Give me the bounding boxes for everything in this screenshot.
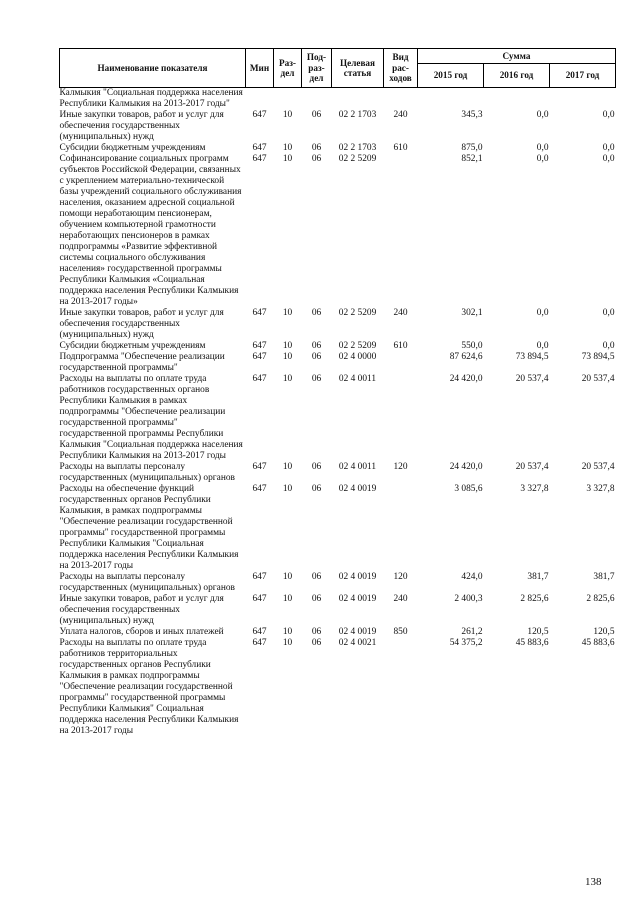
- header-2017: 2017 год: [550, 64, 616, 88]
- cell-min: 647: [252, 374, 267, 384]
- table-row: [60, 352, 616, 374]
- cell-razdel: 10: [282, 154, 293, 164]
- cell-razdel: 10: [282, 572, 293, 582]
- table-row: [60, 341, 616, 352]
- cell-2016: 3 327,8: [520, 484, 549, 494]
- cell-razdel: [274, 88, 302, 111]
- document-page: [59, 48, 615, 737]
- cell-2017: 0,0: [602, 154, 615, 164]
- cell-2015: 2 400,3: [454, 594, 483, 604]
- cell-vid: 240: [393, 308, 408, 318]
- cell-vid: [384, 374, 418, 462]
- cell-statya: 02 2 5209: [338, 308, 377, 318]
- cell-podrazdel: 06: [311, 352, 322, 362]
- cell-min: 647: [252, 110, 267, 120]
- cell-2016: 0,0: [536, 143, 549, 153]
- cell-razdel: 10: [282, 462, 293, 472]
- cell-vid: 240: [393, 594, 408, 604]
- header-statya: Целевая статья: [332, 49, 384, 88]
- cell-podrazdel: 06: [311, 627, 322, 637]
- cell-vid: [384, 88, 418, 111]
- table-row: [60, 154, 616, 308]
- table-row: [60, 110, 616, 143]
- cell-min: [246, 88, 274, 111]
- cell-2015: 87 624,6: [449, 352, 483, 362]
- cell-razdel: 10: [282, 638, 293, 648]
- cell-2017: 2 825,6: [586, 594, 615, 604]
- cell-statya: 02 4 0000: [338, 352, 377, 362]
- cell-statya: 02 4 0019: [338, 484, 377, 494]
- cell-2015: 24 420,0: [449, 462, 483, 472]
- cell-statya: 02 2 5209: [338, 154, 377, 164]
- cell-min: 647: [252, 594, 267, 604]
- cell-2016: 20 537,4: [515, 462, 549, 472]
- cell-2015: 345,3: [461, 110, 483, 120]
- cell-name: Расходы на выплаты по оплате труда работников территориальных государственных органов Республики Калмыкия в рамках подпрограммы "Обеспечение реализации государственной программы" государственной программы Республики Калмыкия" Социальная поддержка населения Республики Калмыкия на 2013-2017 годы: [59, 638, 239, 736]
- cell-name: Расходы на выплаты по оплате труда работников государственных органов Республики Калмыкия в рамках подпрограммы "Обеспечение реализации государственной программы" государственной программы Республики Калмыкия "Социальная поддержка населения Республики Калмыкия на 2013-2017 годы: [59, 374, 243, 461]
- cell-2015: 261,2: [461, 627, 483, 637]
- cell-podrazdel: 06: [311, 308, 322, 318]
- table-body: [60, 88, 616, 738]
- cell-min: 647: [252, 484, 267, 494]
- cell-podrazdel: 06: [311, 638, 322, 648]
- cell-statya: 02 2 1703: [338, 143, 377, 153]
- cell-min: 647: [252, 572, 267, 582]
- cell-podrazdel: 06: [311, 154, 322, 164]
- cell-name: Калмыкия "Социальная поддержка населения Республики Калмыкия на 2013-2017 годы": [59, 88, 243, 109]
- cell-statya: 02 4 0019: [338, 594, 377, 604]
- cell-podrazdel: 06: [311, 341, 322, 351]
- cell-2017: 45 883,6: [581, 638, 615, 648]
- cell-name: Расходы на выплаты персоналу государственных (муниципальных) органов: [59, 462, 235, 483]
- cell-vid: [384, 352, 418, 374]
- table-row: [60, 308, 616, 341]
- cell-razdel: 10: [282, 352, 293, 362]
- cell-min: 647: [252, 352, 267, 362]
- page-number: 138: [585, 876, 602, 888]
- header-2015: 2015 год: [418, 64, 484, 88]
- cell-2015: 852,1: [461, 154, 483, 164]
- cell-min: 647: [252, 462, 267, 472]
- cell-2016: 73 894,5: [515, 352, 549, 362]
- cell-2016: 2 825,6: [520, 594, 549, 604]
- cell-razdel: 10: [282, 374, 293, 384]
- cell-2015: 54 375,2: [449, 638, 483, 648]
- cell-statya: 02 4 0019: [338, 572, 377, 582]
- cell-vid: 610: [393, 341, 408, 351]
- cell-2017: 0,0: [602, 110, 615, 120]
- cell-podrazdel: 06: [311, 462, 322, 472]
- cell-statya: 02 4 0011: [338, 462, 377, 472]
- cell-razdel: 10: [282, 484, 293, 494]
- cell-statya: 02 4 0019: [338, 627, 377, 637]
- cell-name: Субсидии бюджетным учреждениям: [59, 341, 206, 351]
- cell-2015: 550,0: [461, 341, 483, 351]
- table-row: [60, 627, 616, 638]
- cell-podrazdel: 06: [311, 484, 322, 494]
- budget-table: [59, 48, 616, 737]
- cell-2016: 0,0: [536, 154, 549, 164]
- cell-2017: 120,5: [593, 627, 615, 637]
- cell-2017: 0,0: [602, 143, 615, 153]
- cell-min: 647: [252, 341, 267, 351]
- cell-razdel: 10: [282, 341, 293, 351]
- cell-2017: 3 327,8: [586, 484, 615, 494]
- cell-vid: [384, 484, 418, 572]
- cell-2015: 24 420,0: [449, 374, 483, 384]
- cell-statya: [332, 88, 384, 111]
- cell-razdel: 10: [282, 594, 293, 604]
- cell-2016: [484, 88, 550, 111]
- cell-podrazdel: 06: [311, 374, 322, 384]
- cell-podrazdel: 06: [311, 110, 322, 120]
- cell-name: Софинансирование социальных программ субъектов Российской Федерации, связанных с укреплением материально-технической базы учреждений социального обслуживания населения, оказанием адресной социальной помощи неработающим пенсионерам, обучением компьютерной грамотности неработающих пенсионеров в рамках подпрограммы «Развитие эффективной системы социального обслуживания населения» государственной программы Республики Калмыкия «Социальная поддержка населения Республики Калмыкия на 2013-2017 годы»: [59, 154, 242, 307]
- table-row: [60, 143, 616, 154]
- header-summa: Сумма: [418, 49, 616, 64]
- table-row: [60, 88, 616, 111]
- cell-2016: 120,5: [527, 627, 549, 637]
- cell-2015: 3 085,6: [454, 484, 483, 494]
- cell-2015: [418, 88, 484, 111]
- cell-2017: 0,0: [602, 341, 615, 351]
- cell-statya: 02 2 1703: [338, 110, 377, 120]
- table-header: [60, 49, 616, 88]
- cell-razdel: 10: [282, 627, 293, 637]
- table-row: [60, 484, 616, 572]
- cell-name: Субсидии бюджетным учреждениям: [59, 143, 206, 153]
- table-row: [60, 638, 616, 737]
- cell-min: 647: [252, 143, 267, 153]
- cell-2017: [550, 88, 616, 111]
- cell-podrazdel: 06: [311, 572, 322, 582]
- cell-2016: 0,0: [536, 110, 549, 120]
- cell-2017: 73 894,5: [581, 352, 615, 362]
- table-row: [60, 594, 616, 627]
- cell-2016: 0,0: [536, 341, 549, 351]
- cell-name: Расходы на обеспечение функций государственных органов Республики Калмыкия, в рамках подпрограммы "Обеспечение реализации государственной программы" государственной программы Республики Калмыкия "Социальная поддержка населения Республики Калмыкия на 2013-2017 годы: [59, 484, 239, 571]
- cell-name: Иные закупки товаров, работ и услуг для обеспечения государственных (муниципальных) нужд: [59, 594, 224, 626]
- cell-2017: 20 537,4: [581, 462, 615, 472]
- header-2016: 2016 год: [484, 64, 550, 88]
- cell-podrazdel: 06: [311, 594, 322, 604]
- table-row: [60, 374, 616, 462]
- cell-2016: 45 883,6: [515, 638, 549, 648]
- cell-2016: 0,0: [536, 308, 549, 318]
- cell-min: 647: [252, 154, 267, 164]
- cell-2017: 0,0: [602, 308, 615, 318]
- cell-vid: 850: [393, 627, 408, 637]
- cell-name: Подпрограмма "Обеспечение реализации государственной программы": [59, 352, 225, 373]
- cell-2015: 875,0: [461, 143, 483, 153]
- cell-razdel: 10: [282, 110, 293, 120]
- cell-vid: [384, 638, 418, 737]
- cell-vid: 240: [393, 110, 408, 120]
- cell-min: 647: [252, 627, 267, 637]
- cell-statya: 02 4 0011: [338, 374, 377, 384]
- cell-vid: [384, 154, 418, 308]
- cell-name: Уплата налогов, сборов и иных платежей: [59, 627, 224, 637]
- cell-2017: 20 537,4: [581, 374, 615, 384]
- cell-podrazdel: 06: [311, 143, 322, 153]
- header-vid: Вид рас- ходов: [384, 49, 418, 88]
- cell-name: Иные закупки товаров, работ и услуг для обеспечения государственных (муниципальных) нужд: [59, 110, 224, 142]
- cell-razdel: 10: [282, 143, 293, 153]
- cell-statya: 02 2 5209: [338, 341, 377, 351]
- cell-min: 647: [252, 638, 267, 648]
- header-name: Наименование показателя: [60, 49, 246, 88]
- cell-2017: 381,7: [593, 572, 615, 582]
- cell-razdel: 10: [282, 308, 293, 318]
- cell-name: Расходы на выплаты персоналу государственных (муниципальных) органов: [59, 572, 235, 593]
- cell-vid: 120: [393, 462, 408, 472]
- cell-statya: 02 4 0021: [338, 638, 377, 648]
- cell-name: Иные закупки товаров, работ и услуг для обеспечения государственных (муниципальных) нужд: [59, 308, 224, 340]
- table-row: [60, 572, 616, 594]
- table-row: [60, 462, 616, 484]
- cell-min: 647: [252, 308, 267, 318]
- cell-podrazdel: [302, 88, 332, 111]
- header-min: Мин: [246, 49, 274, 88]
- cell-vid: 120: [393, 572, 408, 582]
- cell-2015: 424,0: [461, 572, 483, 582]
- cell-2015: 302,1: [461, 308, 483, 318]
- cell-2016: 381,7: [527, 572, 549, 582]
- cell-2016: 20 537,4: [515, 374, 549, 384]
- header-razdel: Раз- дел: [274, 49, 302, 88]
- cell-vid: 610: [393, 143, 408, 153]
- header-podrazdel: Под- раз- дел: [302, 49, 332, 88]
